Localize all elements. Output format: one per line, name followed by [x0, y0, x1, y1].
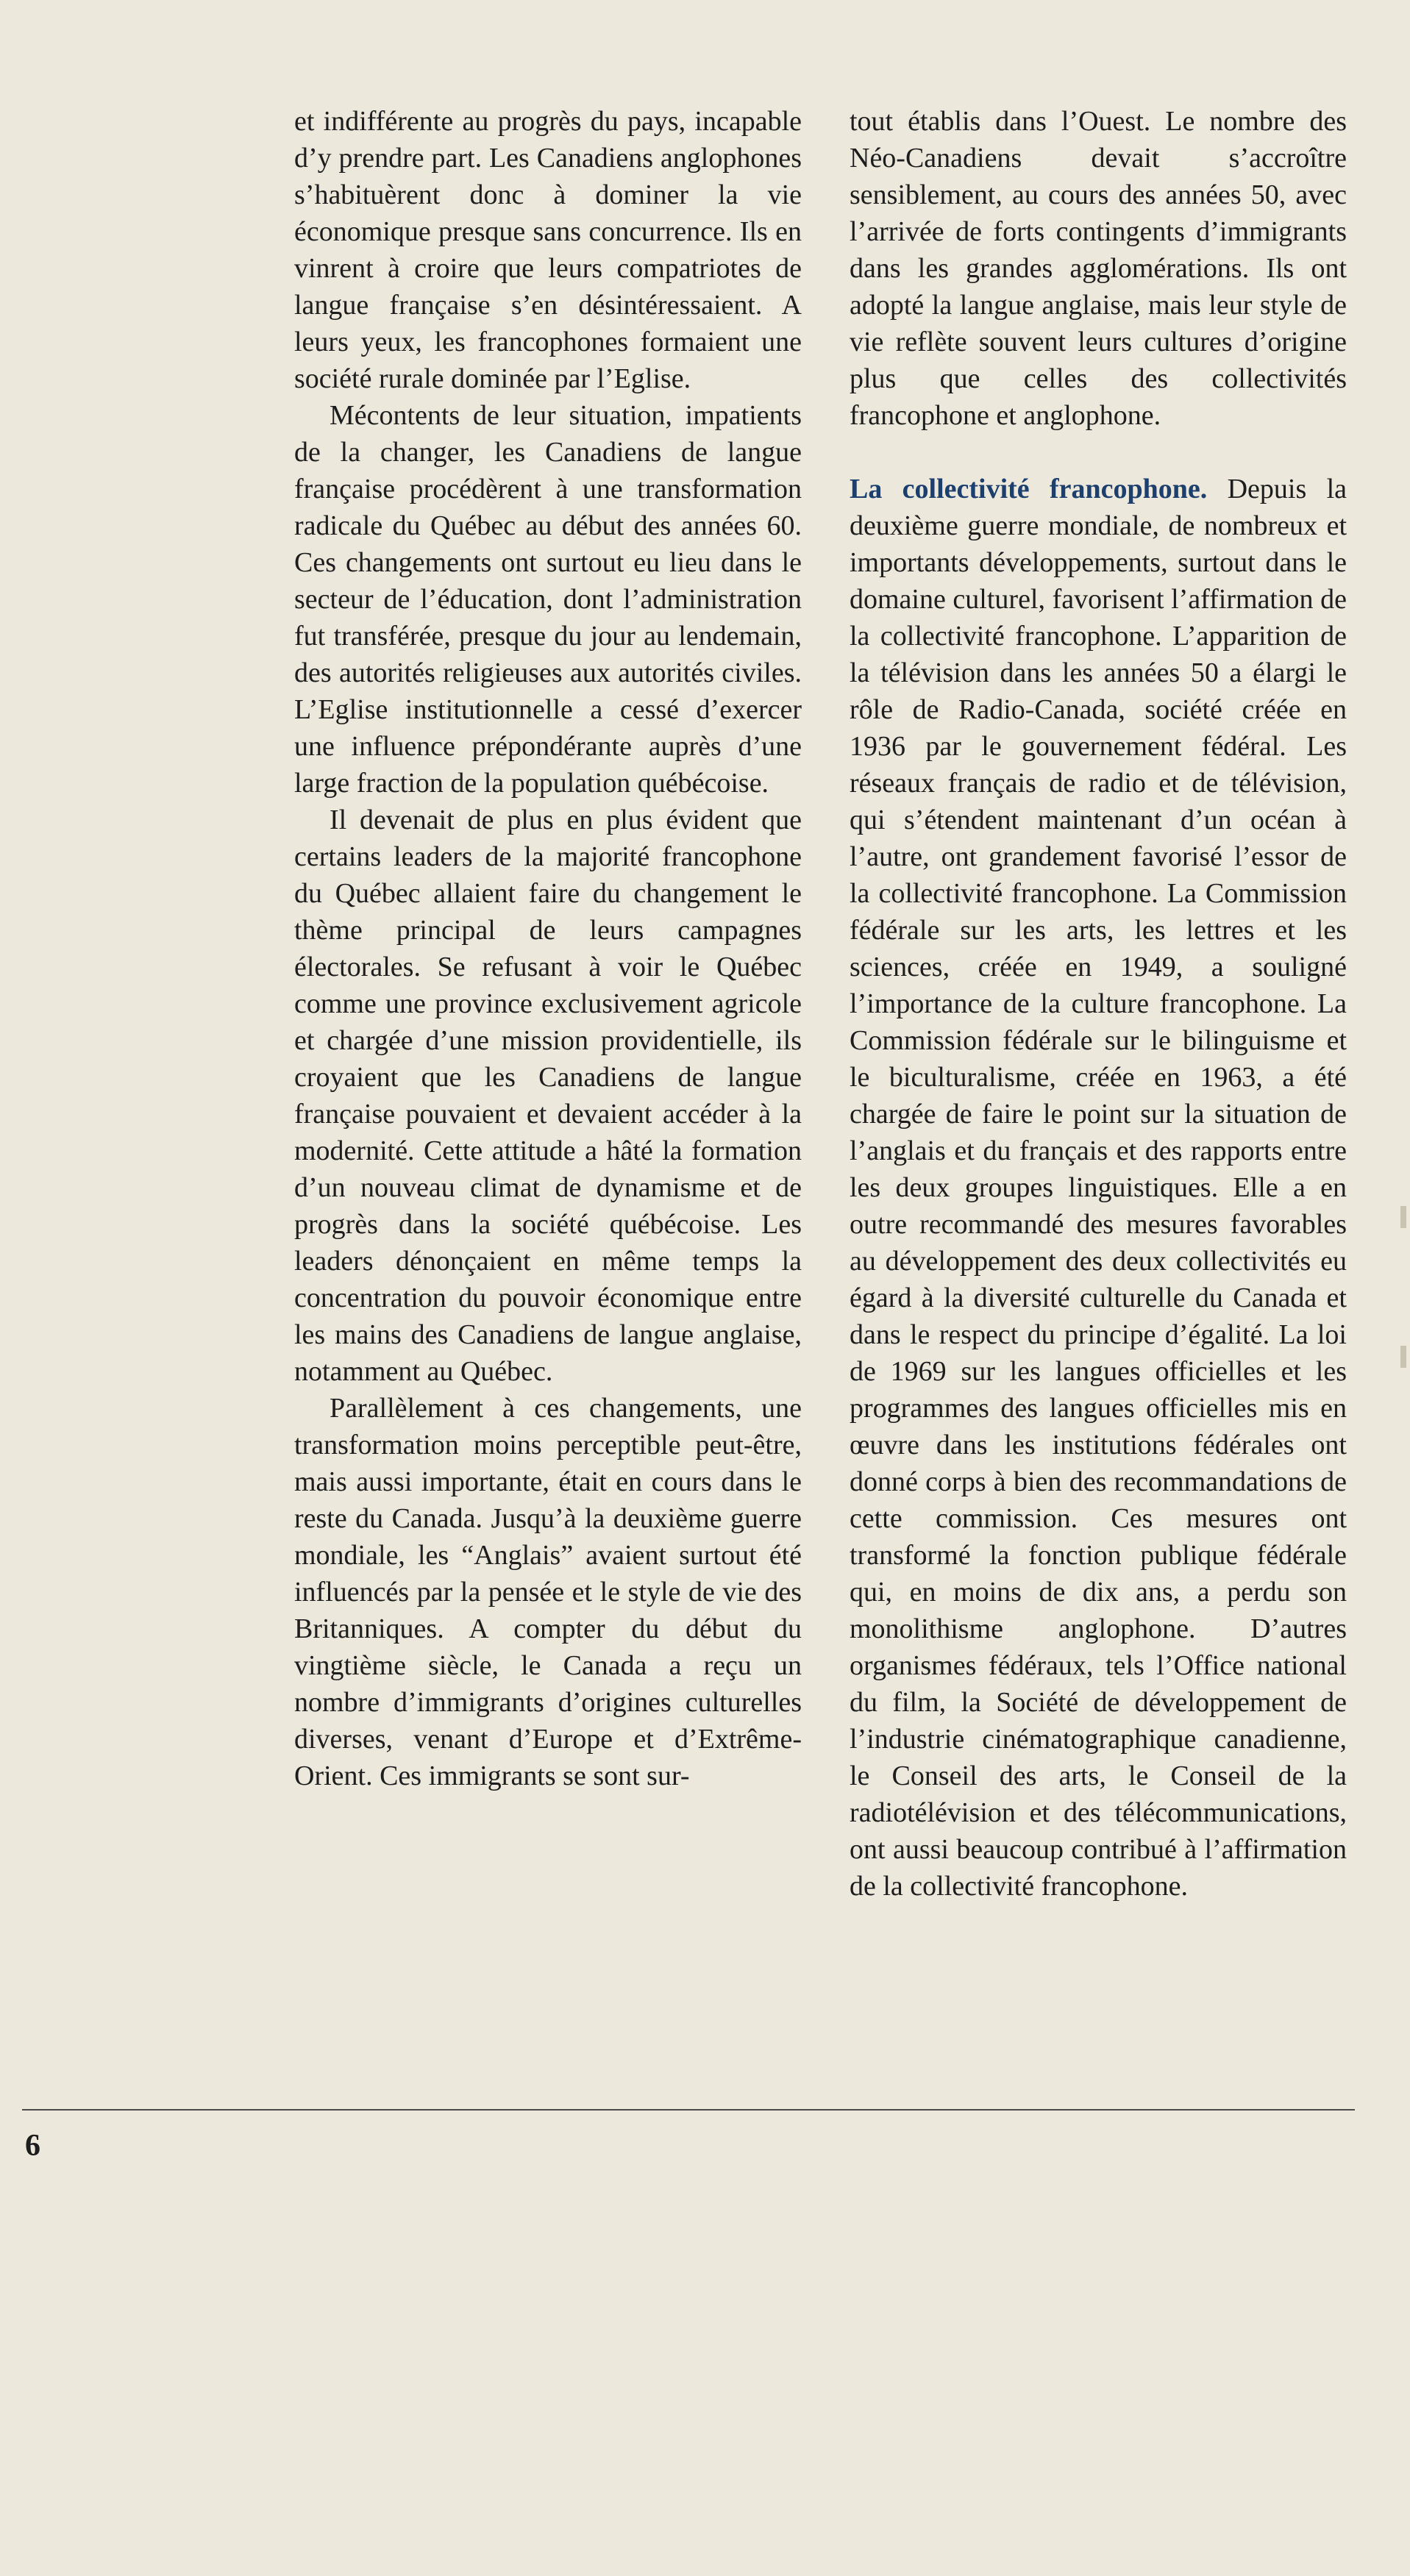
section-heading: La collectivité francophone.: [850, 474, 1208, 504]
paragraph: Il devenait de plus en plus évident que certains leaders de la majorité francophone du Québec allaient faire du changement le thème principal de leurs campagnes électorales. Se refusant à voir le Québec comme une province exclusivement agricole et chargée d’une mission providentielle, ils croyaient que les Canadiens de langue française pouvaient et devaient accéder à la modernité. Cette attitude a hâté la formation d’un nouveau climat de dynamisme et de progrès dans la société québécoise. Les leaders dénonçaient en même temps la concentration du pouvoir économique entre les mains des Canadiens de langue anglaise, notamment au Québec.: [294, 804, 802, 1387]
paragraph: tout établis dans l’Ouest. Le nombre des Néo-Canadiens devait s’accroître sensiblement, au cours des années 50, avec l’arrivée de forts contingents d’immigrants dans les grandes agglomérations. Ils ont adopté la langue anglaise, mais leur style de vie reflète souvent leurs cultures d’origine plus que celles des collectivités francophone et anglophone.: [850, 106, 1347, 431]
right-text-column: [850, 103, 1347, 1905]
paragraph: Parallèlement à ces changements, une transformation moins perceptible peut-être, mais aussi importante, était en cours dans le reste du Canada. Jusqu’à la deuxième guerre mondiale, les “Anglais” avaient surtout été influencés par la pensée et le style de vie des Britanniques. A compter du début du vingtième siècle, le Canada a reçu un nombre d’immigrants d’origines culturelles diverses, venant d’Europe et d’Extrême-Orient. Ces immigrants se sont sur-: [294, 1393, 802, 1791]
page-number: 6: [25, 2129, 40, 2163]
edge-mark: [1400, 1206, 1406, 1228]
footer-rule: [22, 2109, 1355, 2111]
paragraph: et indifférente au progrès du pays, incapable d’y prendre part. Les Canadiens anglophones s’habituèrent donc à dominer la vie économique presque sans concurrence. Ils en vinrent à croire que leurs compatriotes de langue française s’en désintéressaient. A leurs yeux, les francophones formaient une société rurale dominée par l’Eglise.: [294, 106, 802, 394]
section-paragraph: [850, 471, 1347, 1905]
paragraph: Mécontents de leur situation, impatients de la changer, les Canadiens de langue française procédèrent à une transformation radicale du Québec au début des années 60. Ces changements ont surtout eu lieu dans le secteur de l’éducation, dont l’administration fut transférée, presque du jour au lendemain, des autorités religieuses aux autorités civiles. L’Eglise institutionnelle a cessé d’exercer une influence prépondérante auprès d’une large fraction de la population québécoise.: [294, 400, 802, 799]
section-body: Depuis la deuxième guerre mondiale, de nombreux et importants développements, surtout dans le domaine culturel, favorisent l’affirmation de la collectivité francophone. L’apparition de la télévision dans les années 50 a élargi le rôle de Radio-Canada, société créée en 1936 par le gouvernement fédéral. Les réseaux français de radio et de télévision, qui s’étendent maintenant d’un océan à l’autre, ont grandement favorisé l’essor de la collectivité francophone. La Commission fédérale sur les arts, les lettres et les sciences, créée en 1949, a souligné l’importance de la culture francophone. La Commission fédérale sur le bilinguisme et le biculturalisme, créée en 1963, a été chargée de faire le point sur la situation de l’anglais et du français et des rapports entre les deux groupes linguistiques. Elle a en outre recommandé des mesures favorables au développement des deux collectivités eu égard à la diversité culturelle du Canada et dans le respect du principe d’égalité. La loi de 1969 sur les langues officielles et les programmes des langues officielles mis en œuvre dans les institutions fédérales ont donné corps à bien des recommandations de cette commission. Ces mesures ont transformé la fonction publique fédérale qui, en moins de dix ans, a perdu son monolithisme anglophone. D’autres organismes fédéraux, tels l’Office national du film, la Société de développement de l’industrie cinématographique canadienne, le Conseil des arts, le Conseil de la radiotélévision et des télécommunications, ont aussi beaucoup contribué à l’affirmation de la collectivité francophone.: [850, 474, 1347, 1902]
edge-mark: [1400, 1346, 1406, 1368]
left-text-column: [294, 103, 802, 1794]
